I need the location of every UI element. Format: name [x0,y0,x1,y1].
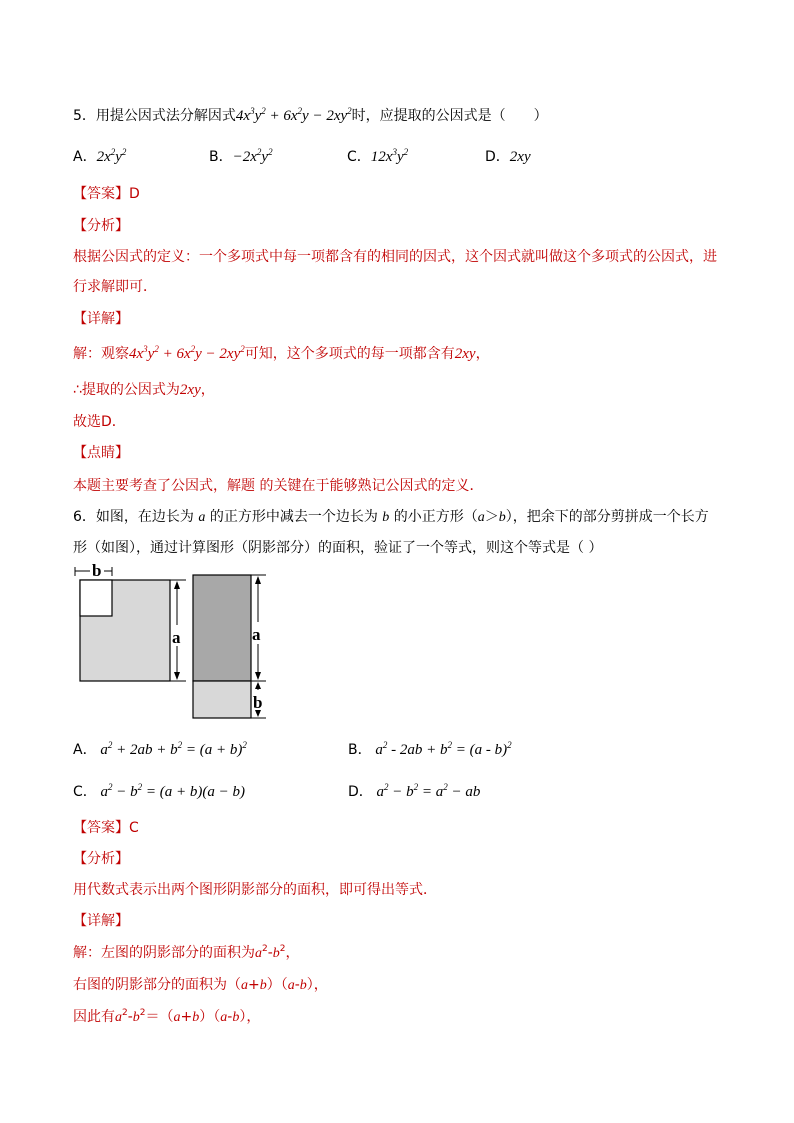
q6-option-c: C． $a^2 - b^2 = (a + b)(a - b)$ [73,782,246,800]
q5-option-b-expr: $-2x^2y^2$ [232,147,273,165]
q6-detail-tag: 【详解】 [73,913,129,929]
q6-figure-right [188,568,278,728]
q6-analysis: 用代数式表示出两个图形阴影部分的面积，即可得出等式． [73,882,437,898]
fig-label-b: b [92,562,102,580]
q5-option-d-expr: 2xy [509,149,531,165]
q5-analysis-line1: 根据公因式的定义：一个多项式中每一项都含有的相同的因式，这个因式就叫做这个多项式的公因式，进 [73,249,717,265]
q5-detail-tag: 【详解】 [73,311,129,327]
fig2-label-b: b [253,693,263,712]
q5-analysis-line2: 行求解即可． [73,279,157,295]
q6-detail-line1: 解：左图的阴影部分的面积为$a^2-b^2$， [73,944,300,961]
q5-option-b: B．$-2x^2y^2$ [209,147,273,165]
q5-detail-polynomial: $4x^3y^2 + 6x^2y - 2xy^2$ [129,344,245,362]
q6-option-c-expr: $a^2 - b^2 = (a + b)(a - b)$ [96,782,246,800]
q5-comment: 本题主要考查了公因式，解题 的关键在于能够熟记公因式的定义． [73,478,484,494]
fig2-label-a: a [252,625,261,644]
removed-small-square [80,580,112,616]
q6-analysis-tag: 【分析】 [73,851,129,867]
q5-answer-tag: 【答案】 [73,186,129,202]
right-dark-region [193,575,251,681]
q6-number: 6 [73,509,82,525]
q6-stem-line2: 形（如图），通过计算图形（阴影部分）的面积，验证了一个等式，则这个等式是（ ） [73,540,603,556]
q5-stem [73,106,548,126]
q6-stem-line1: 6．如图，在边长为 a 的正方形中减去一个边长为 b 的小正方形（a＞b），把余下的部分剪拼成一个长方 [73,509,709,525]
q5-stem-post: 时，应提取的公因式是（ ） [351,108,548,124]
q6-answer-tag: 【答案】 [73,820,129,836]
q6-figure-left [66,562,186,692]
q5-comment-tag: 【点睛】 [73,445,129,461]
q5-answer-value: D [129,186,140,202]
right-light-region [193,681,251,718]
q5-detail-line1: 解：观察$4x^3y^2 + 6x^2y - 2xy^2$可知，这个多项式的每一项都含有2xy， [73,344,490,362]
q5-number: 5 [73,108,82,124]
q5-option-a: A．$2x^2y^2$ [73,147,127,165]
q6-detail-line3: 因此有$a^2-b^2=(a+b)(a-b)$， [73,1008,261,1025]
q5-option-c: C．$12x^3y^2$ [347,147,409,165]
q5-detail-line3: 故选D． [73,414,126,430]
q6-detail-line2: 右图的阴影部分的面积为（a+b）（a-b）， [73,977,328,993]
q5-detail-line2: ∴提取的公因式为2xy， [73,382,215,398]
q5-detail-factor: 2xy [454,346,476,362]
q6-answer-value: C [129,820,139,836]
fig-label-a: a [172,628,181,647]
q5-detail-factor2: 2xy [179,382,201,398]
q6-answer [73,818,139,838]
q5-option-c-expr: $12x^3y^2$ [370,147,409,165]
q5-option-a-expr: $2x^2y^2$ [96,147,127,165]
q6-option-b-expr: $a^2 - 2ab + b^2 = (a - b)^2$ [371,740,512,758]
q6-option-d-expr: $a^2 - b^2 = a^2$ − ab [372,782,481,800]
q5-answer [73,184,140,204]
q5-option-d: D．2xy [485,149,531,165]
q5-polynomial: $4x^3y^2 + 6x^2y - 2xy^2$ [235,106,352,124]
q6-option-a-expr: $a^2 + 2ab + b^2 = (a + b)^2$ [96,740,247,758]
q5-stem-pre: ．用提公因式法分解因式 [81,108,236,124]
q6-option-b: B． $a^2 - 2ab + b^2 = (a - b)^2$ [348,740,512,758]
q5-analysis-tag: 【分析】 [73,218,129,234]
q6-option-a: A． $a^2 + 2ab + b^2 = (a + b)^2$ [73,740,247,758]
q6-option-d: D． $a^2 - b^2 = a^2$ − ab [348,782,481,800]
